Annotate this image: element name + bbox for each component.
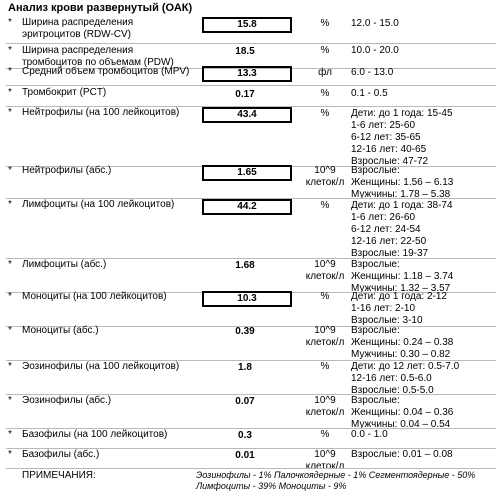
reference-line: Дети: до 1 года: 2-12: [351, 291, 447, 302]
value: 0.01: [235, 450, 255, 461]
reference-line: Женщины: 1.56 – 6.13: [351, 177, 454, 188]
reference-line: 0.1 - 0.5: [351, 88, 388, 99]
reference-range: [351, 45, 496, 57]
report-title: Анализ крови развернутый (ОАК): [8, 2, 193, 14]
test-name: [22, 17, 197, 41]
reference-range: [351, 395, 496, 431]
unit-line: 10^9: [314, 165, 336, 176]
unit: [304, 45, 346, 57]
reference-line: 12-16 лет: 0.5-6.0: [351, 373, 432, 384]
reference-line: 10.0 - 20.0: [351, 45, 399, 56]
reference-line: Мужчины: 1.32 – 3.57: [351, 283, 451, 294]
reference-line: 0.0 - 1.0: [351, 429, 388, 440]
unit: [304, 200, 346, 212]
table-row: [0, 259, 500, 293]
reference-line: Дети: до 1 года: 38-74: [351, 200, 453, 211]
unit-line: клеток/л: [305, 461, 345, 472]
table-row: [0, 449, 500, 472]
row-marker: *: [8, 259, 12, 270]
unit: [304, 165, 346, 189]
test-name-line: эритроцитов (RDW-CV): [22, 29, 131, 40]
reference-line: 6-12 лет: 24-54: [351, 224, 421, 235]
unit: [304, 429, 346, 441]
table-row: [0, 429, 500, 449]
table-row: [0, 66, 500, 86]
row-marker: *: [8, 45, 12, 56]
unit: [304, 395, 346, 419]
row-marker: *: [8, 199, 12, 210]
test-name-line: Моноциты (абс.): [22, 325, 99, 336]
test-name: [22, 66, 197, 78]
unit-line: %: [320, 361, 330, 372]
reference-range: [351, 259, 496, 295]
unit: [304, 67, 346, 79]
test-name: [22, 87, 197, 99]
row-marker: *: [8, 17, 12, 28]
reference-line: 12-16 лет: 22-50: [351, 236, 427, 247]
unit-line: клеток/л: [305, 407, 345, 418]
reference-line: Дети: до 12 лет: 0.5-7.0: [351, 361, 460, 372]
row-divider: [6, 85, 496, 86]
unit-line: клеток/л: [305, 177, 345, 188]
value: 0.39: [235, 326, 255, 337]
reference-line: Мужчины: 0.30 – 0.82: [351, 349, 451, 360]
reference-range: [351, 67, 496, 79]
reference-range: [351, 449, 496, 461]
reference-line: 12-16 лет: 40-65: [351, 144, 427, 155]
reference-range: [351, 325, 496, 361]
test-name: [22, 395, 197, 407]
table-row: [0, 325, 500, 361]
reference-line: Взрослые: 0.01 – 0.08: [351, 449, 453, 460]
reference-range: [351, 88, 496, 100]
test-name: [22, 361, 197, 373]
unit: [304, 18, 346, 30]
reference-range: [351, 18, 496, 30]
reference-line: Взрослые: 3-10: [351, 315, 423, 326]
unit-line: %: [320, 429, 330, 440]
test-name-line: Лимфоциты (на 100 лейкоцитов): [22, 199, 175, 210]
unit-line: 10^9: [314, 449, 336, 460]
table-row: [0, 17, 500, 44]
notes-label: ПРИМЕЧАНИЯ:: [22, 470, 96, 481]
test-name-line: Эозинофилы (абс.): [22, 395, 112, 406]
row-marker: *: [8, 361, 12, 372]
reference-line: Женщины: 0.04 – 0.36: [351, 407, 454, 418]
table-row: [0, 87, 500, 107]
table-row: [0, 107, 500, 167]
notes-text: Эозинофилы - 1% Палочкоядерные - 1% Сегментоядерные - 50% Лимфоциты - 39% Моноциты - 9%: [196, 470, 476, 491]
unit-line: %: [320, 18, 330, 29]
reference-line: 1-6 лет: 26-60: [351, 212, 416, 223]
unit-line: %: [320, 88, 330, 99]
value: 1.68: [235, 260, 255, 271]
reference-line: 6.0 - 13.0: [351, 67, 394, 78]
test-name-line: Нейтрофилы (абс.): [22, 165, 112, 176]
unit: [304, 259, 346, 283]
unit-line: 10^9: [314, 395, 336, 406]
unit: [304, 325, 346, 349]
test-name-line: Нейтрофилы (на 100 лейкоцитов): [22, 107, 180, 118]
value-flagged: 15.8: [202, 17, 292, 33]
unit: [304, 108, 346, 120]
unit: [304, 88, 346, 100]
test-name: [22, 291, 197, 303]
reference-line: Дети: до 1 года: 15-45: [351, 108, 453, 119]
test-name-line: Средний объем тромбоцитов (MPV): [22, 66, 190, 77]
test-name: [22, 199, 197, 211]
test-name: [22, 429, 197, 441]
row-marker: *: [8, 66, 12, 77]
reference-line: Взрослые:: [351, 325, 400, 336]
unit-line: 10^9: [314, 325, 336, 336]
unit-line: фл: [318, 67, 332, 78]
table-row: [0, 165, 500, 199]
reference-line: Мужчины: 1.78 – 5.38: [351, 189, 451, 200]
reference-range: [351, 361, 496, 397]
reference-range: [351, 291, 496, 327]
row-divider: [6, 43, 496, 44]
test-name-line: Лимфоциты (абс.): [22, 259, 107, 270]
value: 0.3: [238, 430, 252, 441]
reference-line: Женщины: 1.18 – 3.74: [351, 271, 454, 282]
reference-line: Женщины: 0.24 – 0.38: [351, 337, 454, 348]
test-name: [22, 107, 197, 119]
reference-range: [351, 108, 496, 168]
reference-line: 1-6 лет: 25-60: [351, 120, 416, 131]
table-row: [0, 395, 500, 429]
row-marker: *: [8, 87, 12, 98]
reference-range: [351, 200, 496, 260]
table-row: [0, 199, 500, 259]
reference-line: Взрослые:: [351, 395, 400, 406]
unit-line: клеток/л: [305, 271, 345, 282]
test-name-line: Ширина распределения: [22, 45, 134, 56]
unit: [304, 291, 346, 303]
reference-range: [351, 165, 496, 201]
unit-line: 10^9: [314, 259, 336, 270]
reference-range: [351, 429, 496, 441]
value-flagged: 44.2: [202, 199, 292, 215]
row-marker: *: [8, 429, 12, 440]
unit: [304, 361, 346, 373]
value-flagged: 13.3: [202, 66, 292, 82]
row-marker: *: [8, 325, 12, 336]
value: 18.5: [235, 46, 255, 57]
value-flagged: 10.3: [202, 291, 292, 307]
value: 0.17: [235, 89, 255, 100]
test-name: [22, 165, 197, 177]
row-marker: *: [8, 107, 12, 118]
test-name-line: Ширина распределения: [22, 17, 134, 28]
test-name: [22, 449, 197, 461]
test-name-line: Эозинофилы (на 100 лейкоцитов): [22, 361, 180, 372]
row-marker: *: [8, 165, 12, 176]
row-marker: *: [8, 291, 12, 302]
value-flagged: 43.4: [202, 107, 292, 123]
value: 1.8: [238, 362, 252, 373]
unit-line: %: [320, 108, 330, 119]
reference-line: Взрослые: 47-72: [351, 156, 429, 167]
test-name-line: Моноциты (на 100 лейкоцитов): [22, 291, 167, 302]
reference-line: 12.0 - 15.0: [351, 18, 399, 29]
reference-line: Взрослые:: [351, 259, 400, 270]
unit-line: %: [320, 200, 330, 211]
table-row: [0, 291, 500, 327]
reference-line: 1-16 лет: 2-10: [351, 303, 416, 314]
reference-line: 6-12 лет: 35-65: [351, 132, 421, 143]
reference-line: Взрослые:: [351, 165, 400, 176]
test-name: [22, 259, 197, 271]
row-marker: *: [8, 395, 12, 406]
reference-line: Взрослые: 19-37: [351, 248, 429, 259]
test-name-line: Тромбокрит (PCT): [22, 87, 107, 98]
row-marker: *: [8, 449, 12, 460]
reference-line: Мужчины: 0.04 – 0.54: [351, 419, 451, 430]
unit-line: клеток/л: [305, 337, 345, 348]
row-divider: [6, 468, 496, 469]
table-row: [0, 361, 500, 395]
unit-line: %: [320, 291, 330, 302]
test-name-line: Базофилы (на 100 лейкоцитов): [22, 429, 168, 440]
test-name-line: Базофилы (абс.): [22, 449, 100, 460]
unit-line: %: [320, 45, 330, 56]
value: 0.07: [235, 396, 255, 407]
test-name-line: тромбоцитов по объемам (PDW): [22, 57, 174, 68]
reference-line: Взрослые: 0.5-5.0: [351, 385, 434, 396]
test-name: [22, 325, 197, 337]
value-flagged: 1.65: [202, 165, 292, 181]
